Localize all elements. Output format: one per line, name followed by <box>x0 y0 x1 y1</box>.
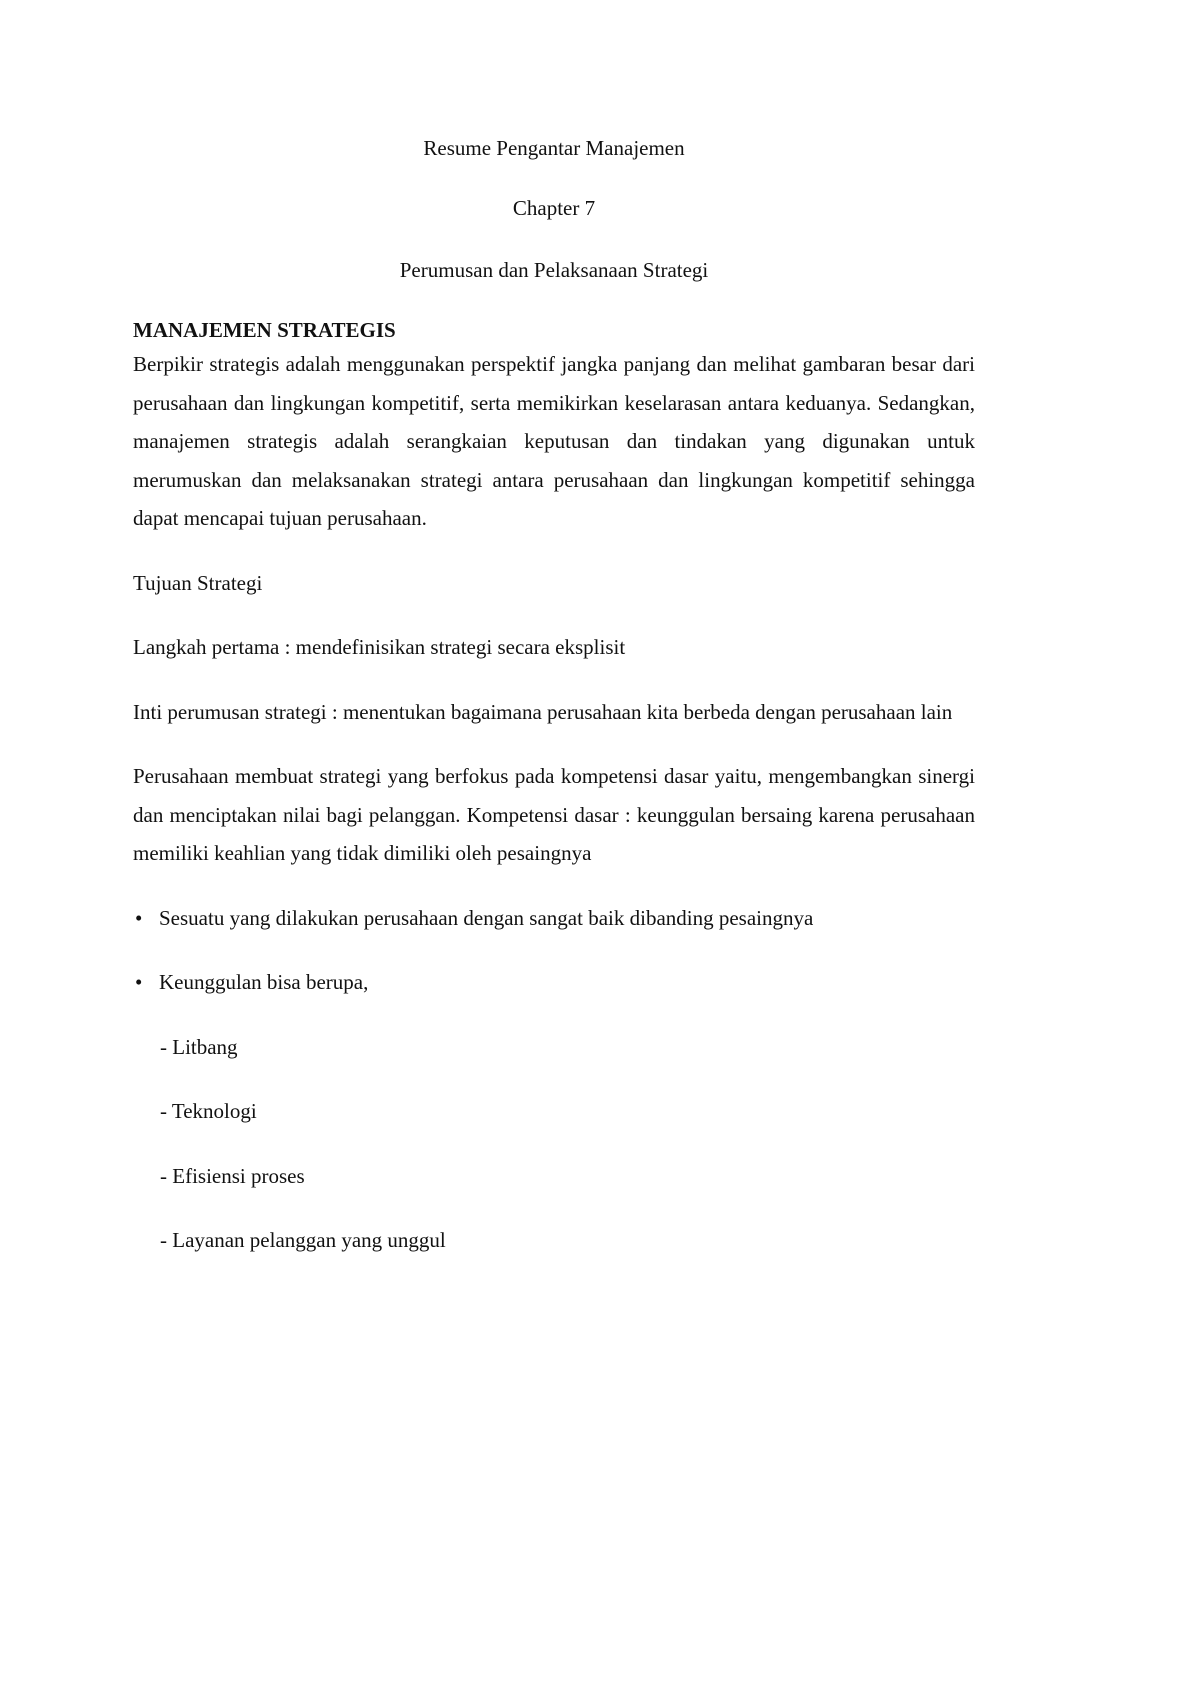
core-formulation-text: Inti perumusan strategi : menentukan bagaimana perusahaan kita berbeda dengan perusahaan lain <box>133 699 953 724</box>
sub-list-item: - Efisiensi proses <box>160 1163 305 1188</box>
chapter-label: Chapter 7 <box>512 196 596 220</box>
section-heading: MANAJEMEN STRATEGIS <box>133 318 396 342</box>
sub-list-item: - Teknologi <box>160 1099 257 1123</box>
bullet-text: Sesuatu yang dilakukan perusahaan dengan sangat baik dibanding pesaingnya <box>159 905 814 930</box>
bullet-item <box>133 963 975 1002</box>
document-body <box>133 130 975 1286</box>
sub-list-item: - Layanan pelanggan yang unggul <box>160 1228 446 1252</box>
bullet-dot-icon: • <box>135 905 143 930</box>
competence-paragraph: Perusahaan membuat strategi yang berfokus pada kompetensi dasar yaitu, mengembangkan sinergi dan menciptakan nilai bagi pelanggan. Kompetensi dasar : keunggulan bersaing karena perusahaan memiliki keahlian yang tidak dimiliki oleh pesaingnya <box>133 764 975 865</box>
document-title: Resume Pengantar Manajemen <box>423 136 685 160</box>
step-one-text: Langkah pertama : mendefinisikan strategi secara eksplisit <box>133 635 626 659</box>
bullet-text: Keunggulan bisa berupa, <box>159 970 369 994</box>
section-label: Tujuan Strategi <box>133 570 263 595</box>
document-subtitle: Perumusan dan Pelaksanaan Strategi <box>399 258 709 282</box>
sub-list-item: - Litbang <box>160 1034 238 1059</box>
bullet-dot-icon: • <box>135 970 143 994</box>
intro-paragraph: Berpikir strategis adalah menggunakan perspektif jangka panjang dan melihat gambaran besar dari perusahaan dan lingkungan kompetitif, serta memikirkan keselarasan antara keduanya. Sedangkan, manajemen strategis adalah serangkaian keputusan dan tindakan yang digunakan untuk merumuskan dan melaksanakan strategi antara perusahaan dan lingkungan kompetitif sehingga dapat mencapai tujuan perusahaan. <box>133 352 975 530</box>
bullet-item <box>133 899 975 938</box>
